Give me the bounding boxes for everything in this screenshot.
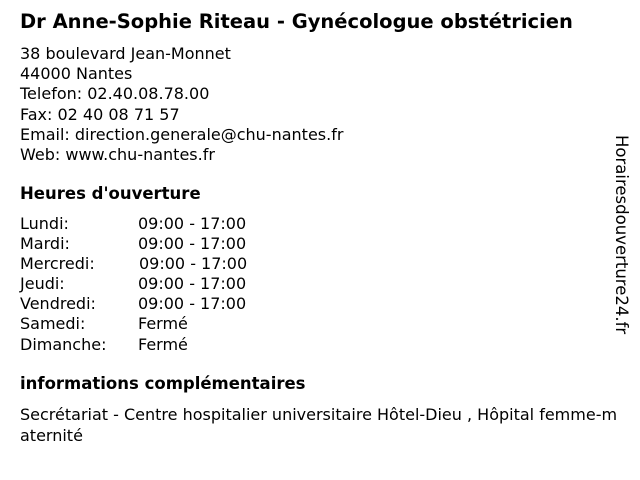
time-value: 09:00 - 17:00 [138, 274, 247, 294]
time-value: 09:00 - 17:00 [138, 234, 247, 254]
time-value: 09:00 - 17:00 [138, 214, 247, 233]
site-watermark: Horairesdouverture24.fr [612, 135, 631, 335]
day-label: Samedi: [20, 314, 86, 334]
additional-info-text: Secrétariat - Centre hospitalier universitaire Hôtel-Dieu , Hôpital femme-maternité [20, 405, 618, 445]
opening-hours-heading: Heures d'ouverture [20, 184, 201, 203]
day-label: Vendredi: [20, 294, 96, 314]
fax-number: Fax: 02 40 08 71 57 [20, 104, 180, 124]
page-title: Dr Anne-Sophie Riteau - Gynécologue obstétricien [20, 10, 573, 33]
time-value: Fermé [138, 314, 188, 334]
day-label: Mardi: [20, 234, 70, 254]
additional-info-heading: informations complémentaires [20, 374, 306, 393]
day-label: Dimanche: [20, 334, 107, 354]
email-address: Email: direction.generale@chu-nantes.fr [20, 124, 344, 144]
address-city: 44000 Nantes [20, 64, 133, 84]
phone-number: Telefon: 02.40.08.78.00 [20, 84, 210, 104]
address-street: 38 boulevard Jean-Monnet [20, 44, 231, 63]
website-address: Web: www.chu-nantes.fr [20, 144, 215, 164]
time-value: 09:00 - 17:00 [138, 294, 247, 314]
contact-block [20, 44, 343, 165]
time-value: Fermé [138, 334, 188, 354]
time-value: 09:00 - 17:00 [139, 254, 248, 274]
day-label: Lundi: [20, 214, 69, 233]
day-label: Jeudi: [20, 274, 65, 294]
day-label: Mercredi: [20, 254, 95, 274]
